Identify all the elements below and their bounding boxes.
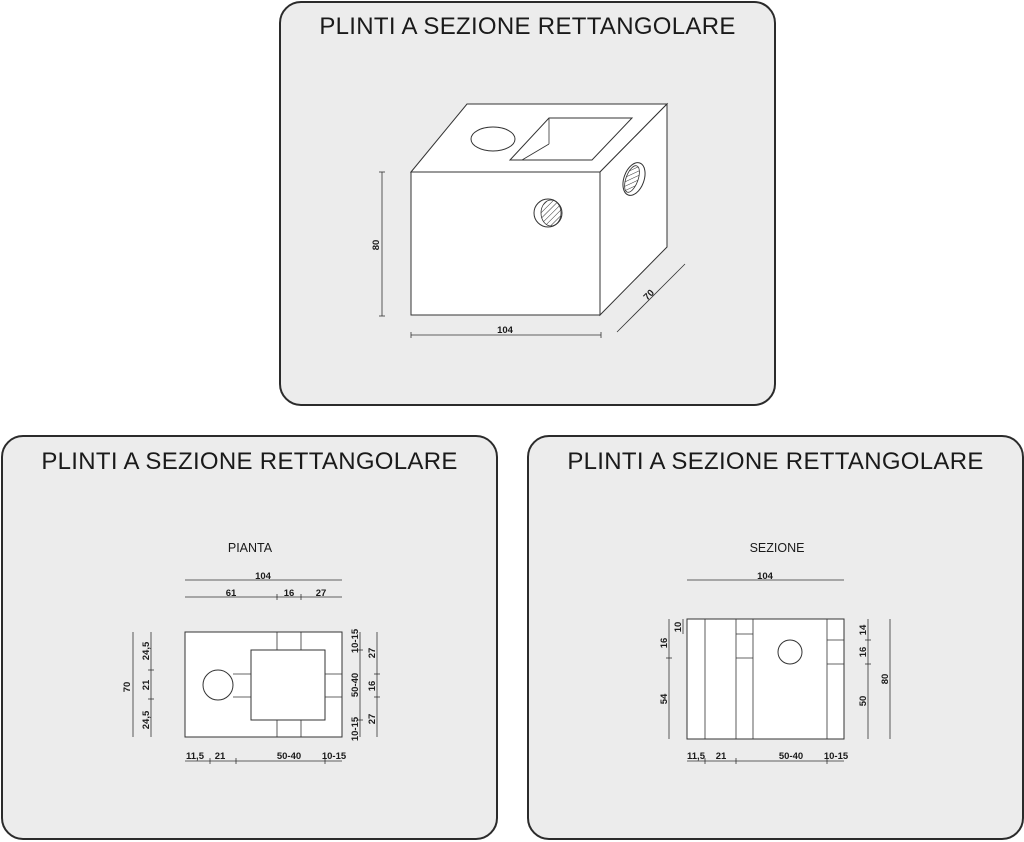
isometric-view-panel	[279, 1, 776, 406]
plan-subtitle: PIANTA	[227, 541, 273, 555]
plan-view-panel	[1, 435, 498, 840]
plan-bottom-part: 50-40	[276, 751, 302, 762]
plan-bottom-part: 11,5	[186, 751, 204, 762]
plan-right-inner-part: 10-15	[350, 716, 361, 742]
section-bottom-part: 10-15	[823, 751, 849, 762]
section-right-part: 14	[858, 624, 869, 636]
plan-bottom-part: 10-15	[321, 751, 347, 762]
plan-right-inner-part: 10-15	[350, 628, 361, 654]
height-dimension-label: 80	[371, 239, 382, 251]
plan-pipe-hole	[203, 670, 233, 700]
plan-right-inner-part: 50-40	[350, 672, 361, 698]
section-right-part: 16	[858, 646, 869, 658]
section-top-total: 104	[757, 571, 773, 582]
section-subtitle: SEZIONE	[749, 541, 805, 555]
plan-top-part: 16	[283, 588, 295, 599]
depth-dimension-label: 70	[641, 287, 657, 303]
plan-left-part: 21	[141, 679, 152, 691]
plan-left-total: 70	[122, 681, 133, 693]
section-bottom-part: 21	[715, 751, 727, 762]
width-dimension-label: 104	[497, 325, 513, 336]
top-pipe-opening	[471, 127, 515, 151]
section-right-total: 80	[880, 673, 891, 685]
plan-bottom-part: 21	[214, 751, 226, 762]
section-left-part: 54	[659, 693, 670, 705]
plan-inner-chamber	[251, 650, 325, 720]
panel-title: PLINTI A SEZIONE RETTANGOLARE	[567, 448, 984, 475]
section-outline	[687, 619, 844, 739]
plan-left-part: 24,5	[141, 641, 152, 661]
plan-right-outer-part: 16	[367, 680, 378, 692]
plan-right-outer-part: 27	[367, 713, 378, 725]
section-view-panel	[527, 435, 1024, 840]
front-face	[411, 172, 600, 315]
section-drawing	[529, 437, 1024, 842]
section-left-part: 16	[659, 637, 670, 649]
plan-right-outer-part: 27	[367, 647, 378, 659]
section-pipe-hole	[778, 640, 802, 664]
plan-top-part: 27	[315, 588, 327, 599]
isometric-drawing	[281, 3, 778, 408]
section-bottom-part: 11,5	[687, 751, 705, 762]
plan-left-part: 24,5	[141, 710, 152, 730]
plan-top-part: 61	[225, 588, 237, 599]
panel-title: PLINTI A SEZIONE RETTANGOLARE	[319, 13, 736, 40]
section-right-part: 50	[858, 695, 869, 707]
section-bottom-part: 50-40	[778, 751, 804, 762]
plan-top-total: 104	[255, 571, 271, 582]
section-left-inner-part: 10	[673, 621, 684, 633]
panel-title: PLINTI A SEZIONE RETTANGOLARE	[41, 448, 458, 475]
plan-drawing	[3, 437, 500, 842]
